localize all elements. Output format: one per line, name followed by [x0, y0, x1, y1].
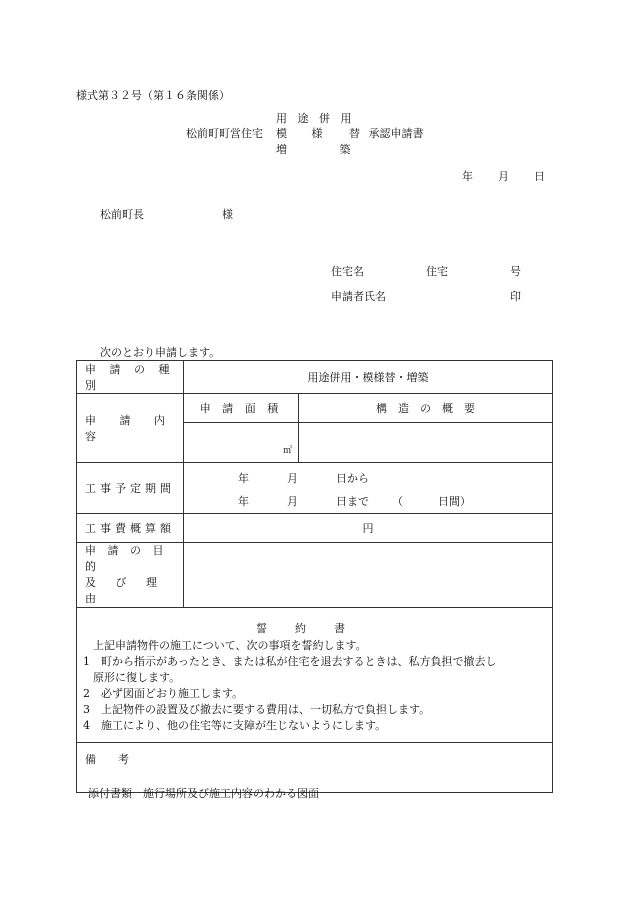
pledge-title: 誓約書 [256, 622, 373, 635]
applicant-name-label: 申請者氏名 [331, 290, 386, 303]
title-line-1 [276, 110, 352, 126]
addressee-honorific: 様 [222, 208, 233, 221]
title-line-3 [276, 141, 351, 157]
period-days: 日間） [438, 495, 471, 508]
pledge-section [77, 608, 553, 743]
row-estimated-cost [77, 514, 553, 543]
period-start-day: 日から [336, 472, 369, 485]
date-day: 日 [534, 170, 545, 183]
pledge-item-number: 1 [83, 655, 90, 668]
application-type-value: 用途併用・模様替・増築 [184, 361, 553, 394]
structure-input[interactable] [299, 423, 553, 463]
number-suffix: 号 [510, 265, 521, 278]
construction-period-label: 工事予定期間 [77, 463, 184, 514]
period-end-year: 年 [238, 495, 249, 508]
pledge-item-continuation: 原形に復します。 [93, 671, 181, 684]
purpose-reason-input[interactable] [184, 543, 553, 608]
period-start-year: 年 [238, 472, 249, 485]
remarks-label: 備 考 [85, 753, 129, 766]
housing-suffix: 住宅 [426, 265, 448, 278]
estimated-cost-label: 工事費概算額 [77, 514, 184, 543]
pledge-item-number: 4 [83, 719, 90, 732]
intro-text: 次のとおり申請します。 [100, 346, 221, 359]
construction-period-input[interactable] [184, 463, 553, 514]
application-table [76, 360, 553, 793]
date-month: 月 [498, 170, 509, 183]
title-char: 承認申請書 [368, 127, 424, 140]
pledge-item [83, 654, 546, 670]
row-purpose-reason [77, 543, 553, 608]
title-char: 模 [276, 127, 287, 140]
addressee-name: 松前町長 [100, 208, 144, 221]
period-days-open: （ [392, 495, 403, 508]
row-application-content [77, 394, 553, 423]
title-line-2 [276, 125, 424, 141]
structure-header: 構 造 の 概 要 [299, 394, 553, 423]
title-char: 途 [297, 112, 309, 125]
title-char: 増 [276, 143, 287, 156]
estimated-cost-input[interactable] [184, 514, 553, 543]
date-year: 年 [462, 170, 473, 183]
title-char: 用 [276, 112, 287, 125]
title-char: 築 [339, 143, 351, 156]
pledge-item-text: 施工により、他の住宅等に支障が生じないようにします。 [101, 719, 387, 732]
period-start-month: 月 [287, 472, 298, 485]
title-char: 併 [319, 112, 330, 125]
application-content-label: 申 請 内 容 [77, 394, 184, 463]
pledge-item-text: 町から指示があったとき、または私が住宅を退去するときは、私方負担で撤去し [101, 655, 497, 668]
pledge-intro: 上記申請物件の施工について、次の事項を誓約します。 [93, 639, 367, 652]
purpose-label-line-2: 及 び 理 由 [85, 576, 165, 605]
yen-unit: 円 [362, 522, 374, 535]
square-meter-unit: ㎡ [282, 446, 292, 456]
pledge-item [83, 702, 546, 718]
application-type-label: 申 請 の 種 別 [77, 361, 184, 394]
pledge-item-number: 2 [83, 687, 90, 700]
attachment-note: 添付書類 施行場所及び施工内容のわかる図面 [88, 787, 319, 800]
pledge-item-text: 上記物件の設置及び撤去に要する費用は、一切私方で負担します。 [101, 703, 431, 716]
title-char: 用 [340, 112, 352, 125]
area-header: 申 請 面 積 [184, 394, 299, 423]
title-prefix: 松前町町営住宅 [186, 127, 263, 140]
pledge-item [83, 686, 546, 702]
form-number: 様式第３２号（第１６条関係） [76, 89, 230, 102]
period-end-day: 日まで [336, 495, 369, 508]
row-pledge [77, 608, 553, 743]
purpose-reason-label [77, 543, 184, 608]
title-char: 様 [311, 127, 323, 140]
period-end-month: 月 [287, 495, 298, 508]
pledge-item-number: 3 [83, 703, 90, 716]
area-input[interactable] [184, 423, 299, 463]
pledge-item [83, 718, 546, 734]
purpose-label-line-1: 申 請 の 目 的 [85, 544, 168, 573]
title-char: 替 [349, 127, 360, 140]
seal-mark: 印 [510, 290, 521, 303]
housing-label: 住宅名 [331, 265, 364, 278]
row-construction-period [77, 463, 553, 514]
row-application-type [77, 361, 553, 394]
pledge-item-text: 必ず図面どおり施工します。 [101, 687, 244, 700]
